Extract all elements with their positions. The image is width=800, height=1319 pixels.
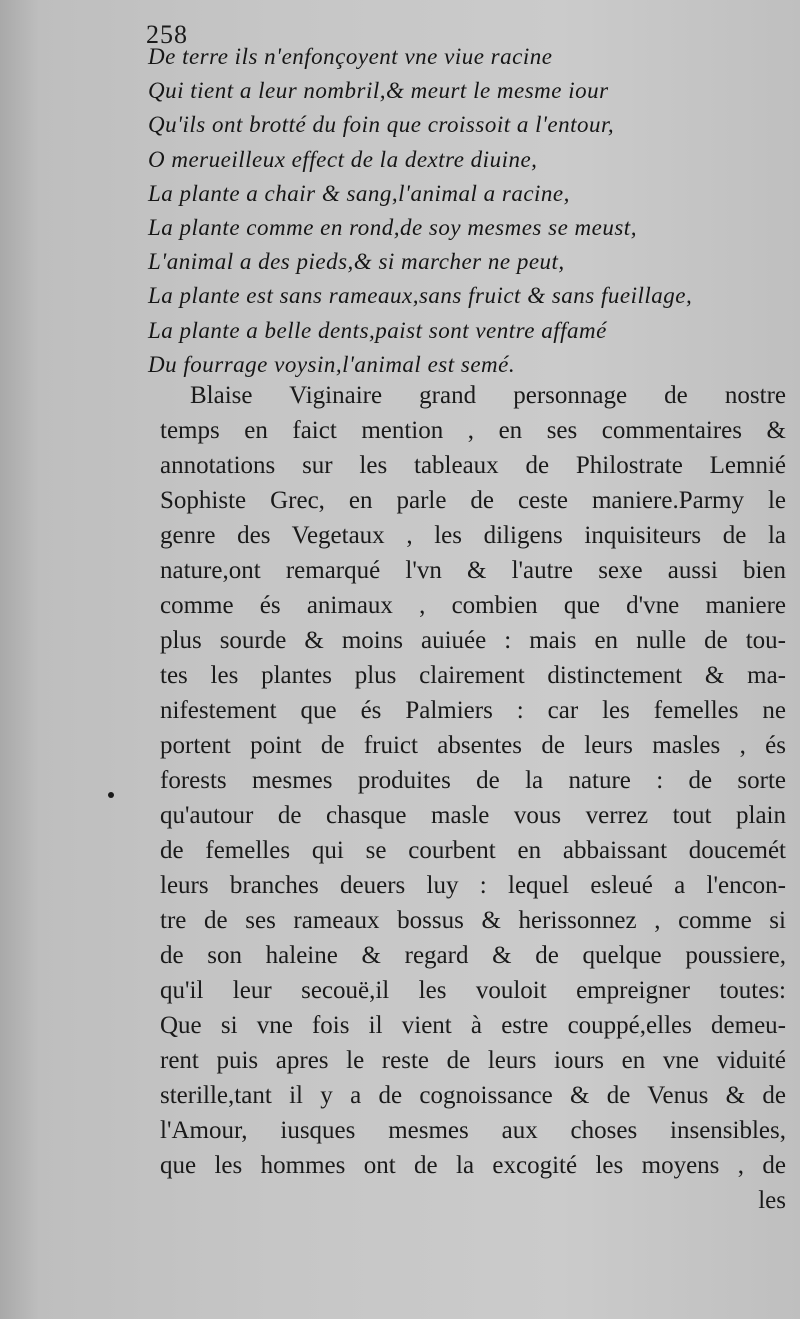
verse-line: La plante comme en rond,de soy mesmes se meust, [148,215,637,241]
prose-line: de son haleine & regard & de quelque poussiere, [160,942,786,969]
prose-line: Que si vne fois il vient à estre couppé,elles demeu- [160,1012,786,1039]
prose-line: genre des Vegetaux , les diligens inquisiteurs de la [160,522,786,549]
verse-line: La plante est sans rameaux,sans fruict & sans fueillage, [148,283,693,309]
prose-line: portent point de fruict absentes de leurs masles , és [160,732,786,759]
prose-line: sterille,tant il y a de cognoissance & de Venus & de [160,1082,786,1109]
verse-line: De terre ils n'enfonçoyent vne viue racine [148,44,553,69]
prose-line: temps en faict mention , en ses commentaires & [160,417,786,444]
prose-line: l'Amour, iusques mesmes aux choses insensibles, [160,1117,786,1144]
prose-line: Blaise Viginaire grand personnage de nostre [190,382,786,409]
prose-line: plus sourde & moins auiuée : mais en nulle de tou- [160,627,786,654]
verse-line: Du fourrage voysin,l'animal est semé. [148,351,516,377]
prose-line: rent puis apres le reste de leurs iours en vne viduité [160,1047,786,1074]
verse-line: La plante a chair & sang,l'animal a racine, [148,180,570,206]
prose-line: comme és animaux , combien que d'vne maniere [160,592,786,619]
verse-line: Qui tient a leur nombril,& meurt le mesme iour [148,78,609,104]
prose-line: leurs branches deuers luy : lequel esleué a l'encon- [160,872,786,899]
verse-line: L'animal a des pieds,& si marcher ne peut, [148,249,565,275]
prose-block [160,378,786,1218]
catchword: les [758,1187,786,1214]
prose-line: tes les plantes plus clairement distinctement & ma- [160,662,786,689]
prose-line: nature,ont remarqué l'vn & l'autre sexe aussi bien [160,557,786,584]
prose-line: tre de ses rameaux bossus & herissonnez , comme si [160,907,786,934]
prose-line: nifestement que és Palmiers : car les femelles ne [160,697,786,724]
prose-line: Sophiste Grec, en parle de ceste maniere.Parmy le [160,487,786,514]
prose-line: forests mesmes produites de la nature : de sorte [160,767,786,794]
page-number: 258 [146,20,188,49]
ink-spot [108,792,114,798]
prose-line: qu'autour de chasque masle vous verrez tout plain [160,802,786,829]
gutter-shadow [0,0,40,1319]
verse-line: La plante a belle dents,paist sont ventre affamé [148,317,607,343]
prose-line: de femelles qui se courbent en abbaissant doucemét [160,837,786,864]
prose-line: qu'il leur secouë,il les vouloit empreigner toutes: [160,977,786,1004]
prose-line: que les hommes ont de la excogité les moyens , de [160,1152,786,1179]
verse-line: O merueilleux effect de la dextre diuine, [148,146,538,172]
prose-line: annotations sur les tableaux de Philostrate Lemnié [160,452,786,479]
verse-block [148,40,788,382]
verse-line: Qu'ils ont brotté du foin que croissoit a l'entour, [148,112,615,138]
